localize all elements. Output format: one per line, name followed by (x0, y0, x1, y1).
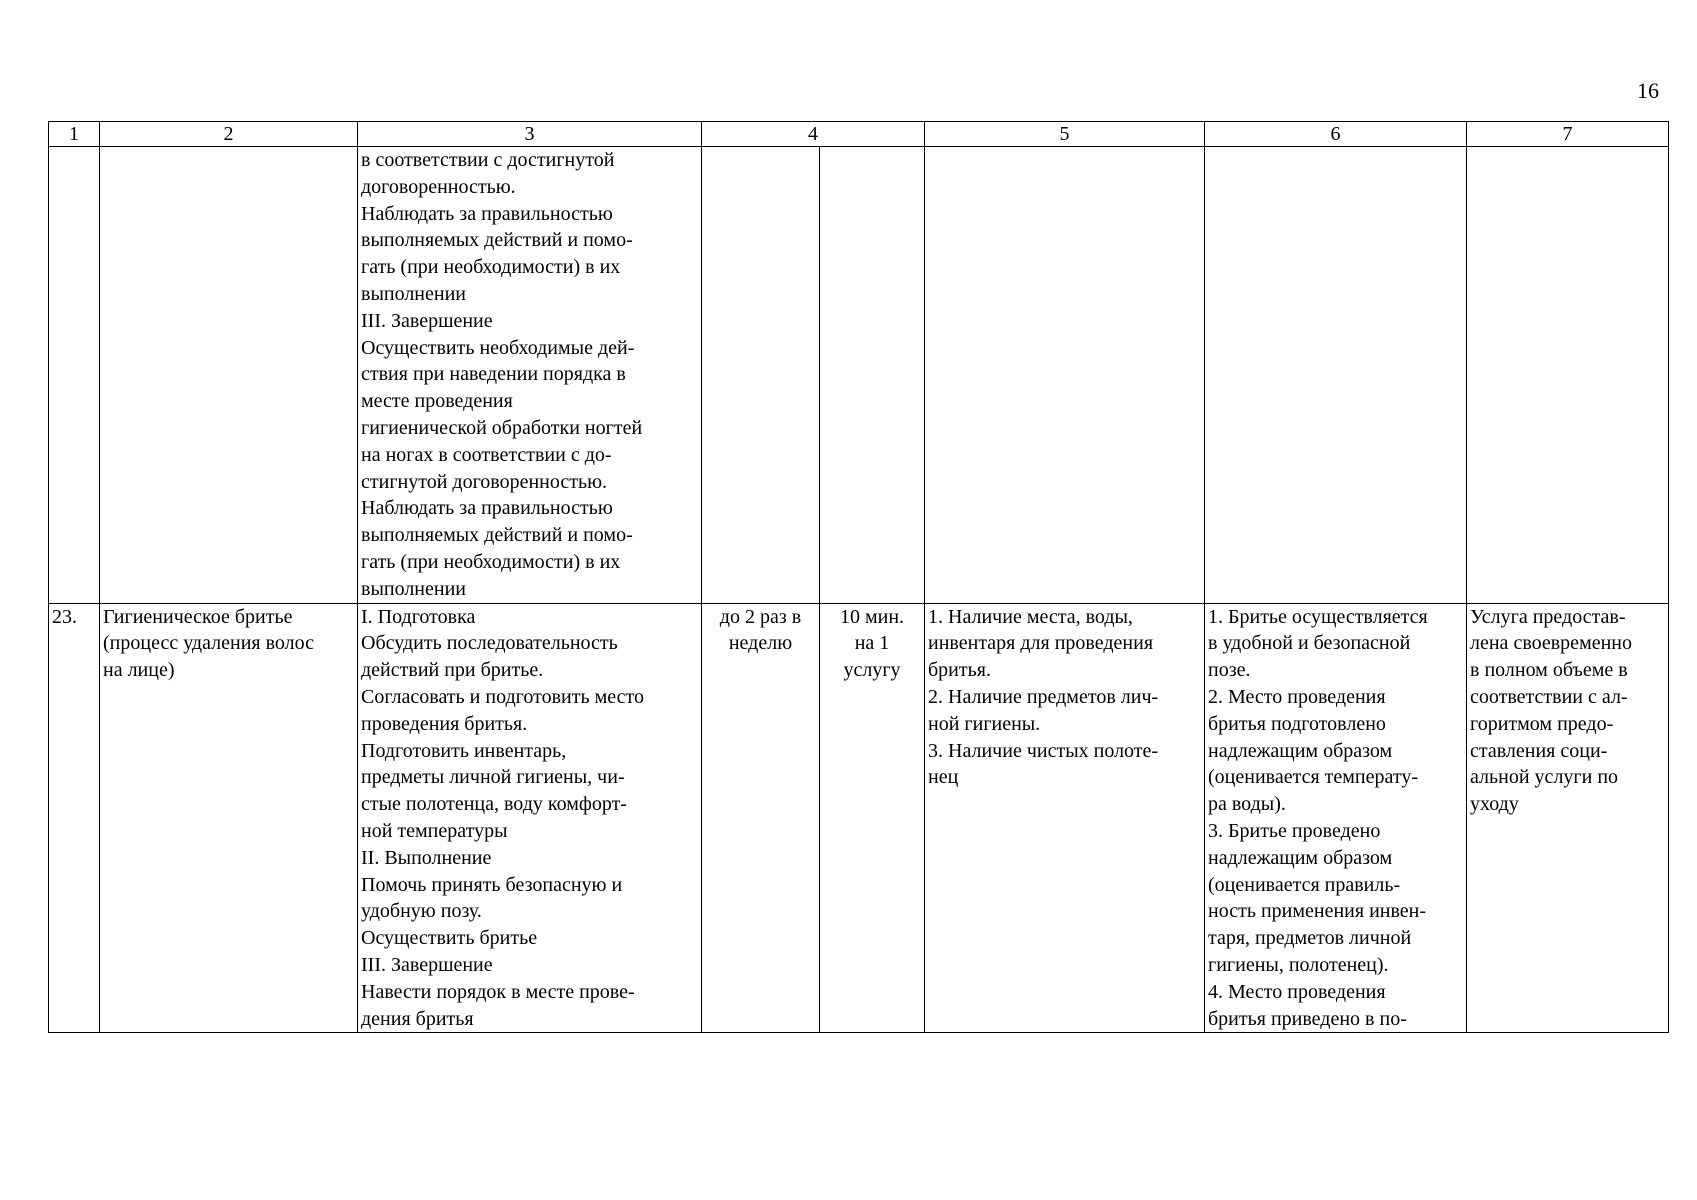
cell-text-line: на лице) (103, 659, 175, 682)
cell-text-line: ность применения инвен- (1208, 900, 1427, 923)
cell-num (49, 147, 100, 604)
cell-text-line: на ногах в соответствии с до- (361, 443, 612, 466)
cell-text-line: бритья. (928, 659, 991, 682)
header-col-7: 7 (1467, 122, 1669, 147)
cell-text-line: ствия при наведении порядка в (361, 363, 626, 386)
cell-text-line: Наблюдать за правильностью (361, 202, 613, 225)
cell-text-line: Услуга предостав- (1470, 605, 1626, 628)
cell-text-line: инвентаря для проведения (928, 632, 1154, 655)
cell-description (358, 147, 702, 604)
cell-text-line: до 2 раз в (719, 605, 802, 628)
cell-text-line: Обсудить последовательность (361, 632, 618, 655)
header-col-2: 2 (100, 122, 358, 147)
page-number: 16 (1637, 78, 1659, 103)
cell-text-line: III. Завершение (361, 309, 493, 332)
cell-quality (1205, 603, 1467, 1033)
cell-conditions (925, 147, 1205, 604)
cell-text-line: гать (при необходимости) в их (361, 256, 621, 279)
cell-frequency (702, 603, 820, 1033)
cell-text-line: в полном объеме в (1470, 659, 1628, 682)
cell-text-line: удобную позу. (361, 900, 482, 923)
cell-text-line: Подготовить инвентарь, (361, 739, 567, 762)
cell-text-line: лена своевременно (1470, 632, 1633, 655)
header-col-3: 3 (358, 122, 702, 147)
cell-text-line: месте проведения (361, 390, 513, 413)
cell-text-line: ра воды). (1208, 793, 1286, 816)
header-col-1: 1 (49, 122, 100, 147)
cell-text-line: Навести порядок в месте прове- (361, 980, 635, 1003)
header-row (49, 122, 1669, 147)
cell-duration (820, 603, 925, 1033)
cell-text-line: на 1 (854, 632, 890, 655)
cell-text-line: (процесс удаления волос (103, 632, 315, 655)
cell-result (1467, 603, 1669, 1033)
cell-text-line: действий при бритье. (361, 659, 544, 682)
cell-text-line: нец (928, 766, 959, 789)
cell-frequency (702, 147, 820, 604)
cell-text-line: соответствии с ал- (1470, 685, 1628, 708)
cell-quality (1205, 147, 1467, 604)
cell-text-line: выполнении (361, 282, 466, 305)
cell-text-line: альной услуги по (1470, 766, 1619, 789)
header-col-6: 6 (1205, 122, 1467, 147)
cell-text-line: (оценивается правиль- (1208, 873, 1401, 896)
cell-text-line: 1. Бритье осуществляется (1208, 605, 1428, 628)
cell-text-line: неделю (728, 632, 793, 655)
cell-service (100, 147, 358, 604)
cell-text-line: позе. (1208, 659, 1251, 682)
cell-text-line: II. Выполнение (361, 846, 492, 869)
cell-text-line: в удобной и безопасной (1208, 632, 1411, 655)
cell-text-line: III. Завершение (361, 953, 493, 976)
cell-text-line: Осуществить необходимые дей- (361, 336, 635, 359)
cell-text-line: Гигиеническое бритье (103, 605, 293, 628)
services-table (48, 121, 1669, 1033)
table-row-continuation (49, 147, 1669, 604)
cell-text-line: уходу (1470, 793, 1519, 816)
cell-duration (820, 147, 925, 604)
cell-text-line: дения бритья (361, 1007, 474, 1030)
cell-text-line: стые полотенца, воду комфорт- (361, 793, 627, 816)
cell-num: 23. (49, 603, 100, 1033)
cell-text-line: услугу (843, 659, 901, 682)
cell-text-line: надлежащим образом (1208, 846, 1393, 869)
cell-text-line: проведения бритья. (361, 712, 528, 735)
cell-service (100, 603, 358, 1033)
cell-text-line: I. Подготовка (361, 605, 476, 628)
cell-text-line: выполняемых действий и помо- (361, 229, 633, 252)
cell-text-line: 3. Наличие чистых полоте- (928, 739, 1159, 762)
cell-text-line: выполняемых действий и помо- (361, 524, 633, 547)
header-col-4: 4 (702, 122, 925, 147)
cell-text-line: 2. Место проведения (1208, 685, 1386, 708)
cell-text-line: выполнении (361, 577, 466, 600)
cell-text-line: Помочь принять безопасную и (361, 873, 623, 896)
cell-text-line: Осуществить бритье (361, 927, 538, 950)
cell-text-line: предметы личной гигиены, чи- (361, 766, 625, 789)
cell-text-line: гигиены, полотенец). (1208, 953, 1389, 976)
cell-text-line: ставления соци- (1470, 739, 1608, 762)
cell-description (358, 603, 702, 1033)
cell-text-line: надлежащим образом (1208, 739, 1393, 762)
cell-text-line: 4. Место проведения (1208, 980, 1386, 1003)
cell-text-line: 10 мин. (839, 605, 905, 628)
cell-text-line: таря, предметов личной (1208, 927, 1412, 950)
cell-text-line: Наблюдать за правильностью (361, 497, 613, 520)
cell-text-line: гать (при необходимости) в их (361, 550, 621, 573)
cell-text-line: 3. Бритье проведено (1208, 819, 1381, 842)
header-col-5: 5 (925, 122, 1205, 147)
cell-text-line: стигнутой договоренностью. (361, 470, 608, 493)
table-row-23 (49, 603, 1669, 1033)
cell-conditions (925, 603, 1205, 1033)
cell-text-line: ной гигиены. (928, 712, 1041, 735)
cell-text-line: в соответствии с достигнутой (361, 149, 615, 171)
cell-result (1467, 147, 1669, 604)
cell-text-line: (оценивается температу- (1208, 766, 1418, 789)
cell-text-line: бритья подготовлено (1208, 712, 1386, 735)
cell-text-line: бритья приведено в по- (1208, 1007, 1407, 1030)
cell-text-line: Согласовать и подготовить место (361, 685, 644, 708)
cell-text-line: гигиенической обработки ногтей (361, 416, 643, 439)
cell-text-line: договоренностью. (361, 175, 516, 198)
cell-text-line: ной температуры (361, 819, 508, 842)
cell-text-line: 2. Наличие предметов лич- (928, 685, 1159, 708)
cell-text-line: 1. Наличие места, воды, (928, 605, 1133, 628)
cell-text-line: горитмом предо- (1470, 712, 1614, 735)
